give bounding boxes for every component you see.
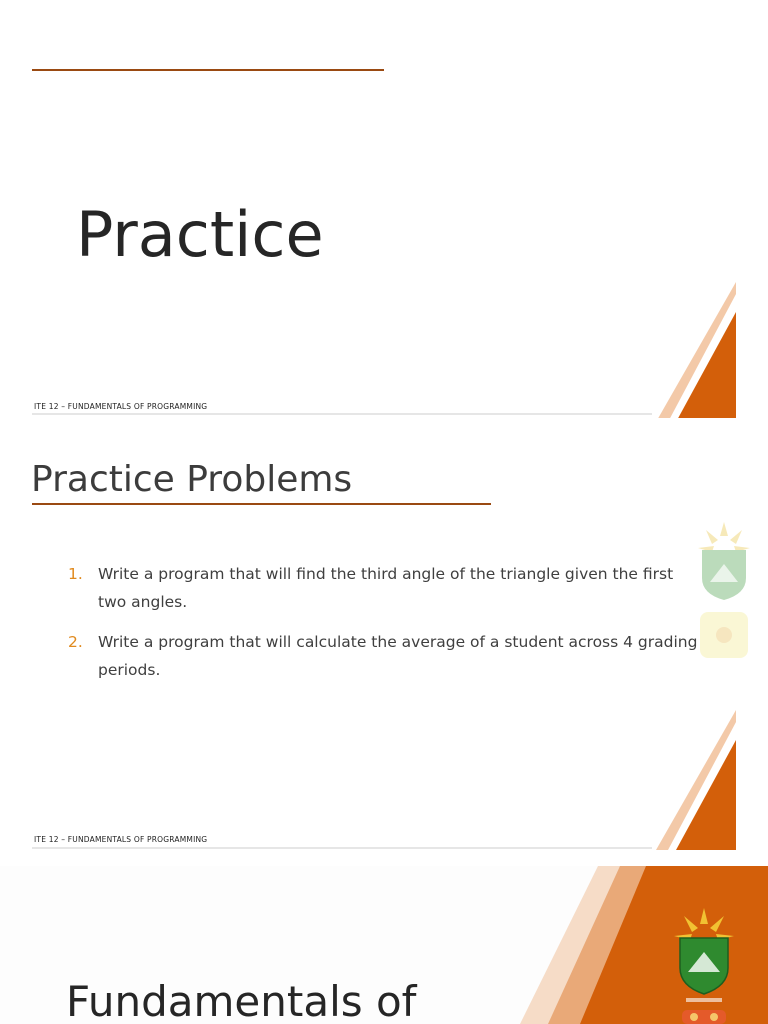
corner-decoration xyxy=(656,710,736,850)
list-number: 2. xyxy=(68,633,83,651)
problem-list xyxy=(68,560,698,696)
slide-practice-problems xyxy=(0,420,768,850)
list-text: Write a program that will calculate the average of a student across 4 grading periods. xyxy=(98,633,698,679)
title-rule xyxy=(32,69,384,71)
footer-rule xyxy=(32,847,652,849)
slide-practice xyxy=(0,0,768,418)
slide-footer: ITE 12 – FUNDAMENTALS OF PROGRAMMING xyxy=(34,835,208,844)
list-item xyxy=(68,560,698,616)
list-text: Write a program that will find the third angle of the triangle given the first two angles. xyxy=(98,565,674,611)
slide-title: Practice Problems xyxy=(31,459,353,500)
slide-title: Fundamentals of xyxy=(66,977,417,1024)
list-number: 1. xyxy=(68,565,83,583)
slide-title: Practice xyxy=(76,198,324,271)
corner-decoration xyxy=(656,282,736,418)
university-seal-watermark xyxy=(696,520,752,670)
list-item xyxy=(68,628,698,684)
footer-rule xyxy=(32,413,652,415)
slide-footer: ITE 12 – FUNDAMENTALS OF PROGRAMMING xyxy=(34,402,208,411)
university-seal-logo xyxy=(672,906,736,1024)
title-rule xyxy=(32,503,491,505)
slide-fundamentals xyxy=(0,866,768,1024)
